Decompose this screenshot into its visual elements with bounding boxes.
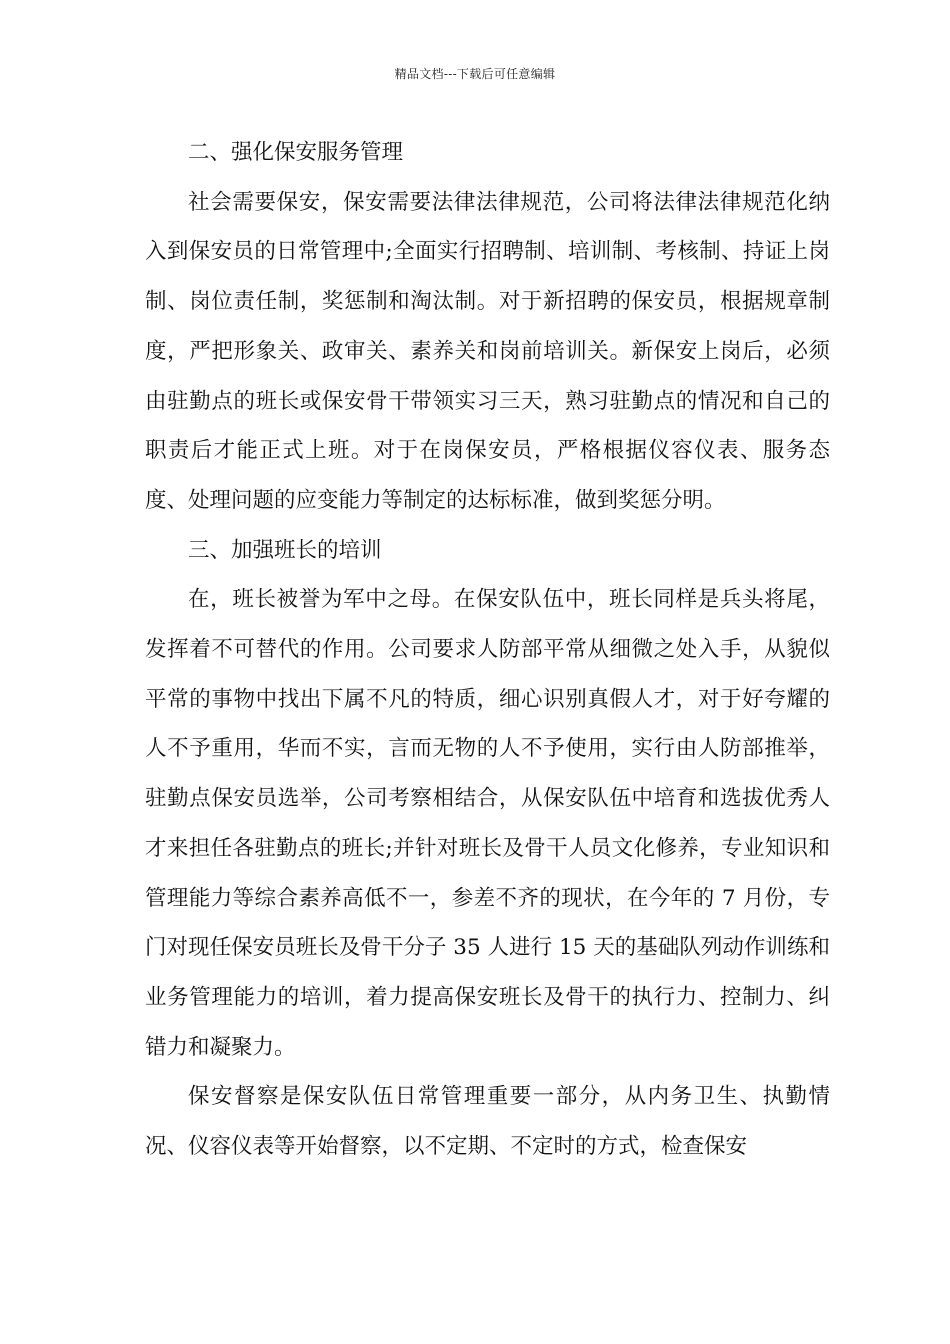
body-paragraph: 保安督察是保安队伍日常管理重要一部分，从内务卫生、执勤情况、仪容仪表等开始督察，以不定期、不定时的方式，检查保安 xyxy=(145,1084,830,1160)
document-body xyxy=(145,128,830,1172)
section-heading-2: 二、强化保安服务管理 xyxy=(188,140,404,165)
page-header: 精品文档---下载后可任意编辑 xyxy=(394,67,556,81)
section-heading-3: 三、加强班长的培训 xyxy=(188,537,382,563)
body-paragraph: 在，班长被誉为军中之母。在保安队伍中，班长同样是兵头将尾，发挥着不可替代的作用。公司要求人防部平常从细微之处入手，从貌似平常的事物中找出下属不凡的特质，细心识别真假人才，对于好夸耀的人不予重用，华而不实，言而无物的人不予使用，实行由人防部推举，驻勤点保安员选举，公司考察相结合，从保安队伍中培育和选拔优秀人才来担任各驻勤点的班长;并针对班长及骨干人员文化修养，专业知识和管理能力等综合素养高低不一，参差不齐的现状，在今年的 7 月份，专门对现任保安员班长及骨干分子 35 人进行 15 天的基础队列动作训练和业务管理能力的培训，着力提高保安班长及骨干的执行力、控制力、纠错力和凝聚力。 xyxy=(145,587,830,1060)
body-paragraph: 社会需要保安，保安需要法律法律规范，公司将法律法律规范化纳入到保安员的日常管理中;全面实行招聘制、培训制、考核制、持证上岗制、岗位责任制，奖惩制和淘汰制。对于新招聘的保安员，根据规章制度，严把形象关、政审关、素养关和岗前培训关。新保安上岗后，必须由驻勤点的班长或保安骨干带领实习三天，熟习驻勤点的情况和自己的职责后才能正式上班。对于在岗保安员，严格根据仪容仪表、服务态度、处理问题的应变能力等制定的达标标准，做到奖惩分明。 xyxy=(145,189,830,513)
